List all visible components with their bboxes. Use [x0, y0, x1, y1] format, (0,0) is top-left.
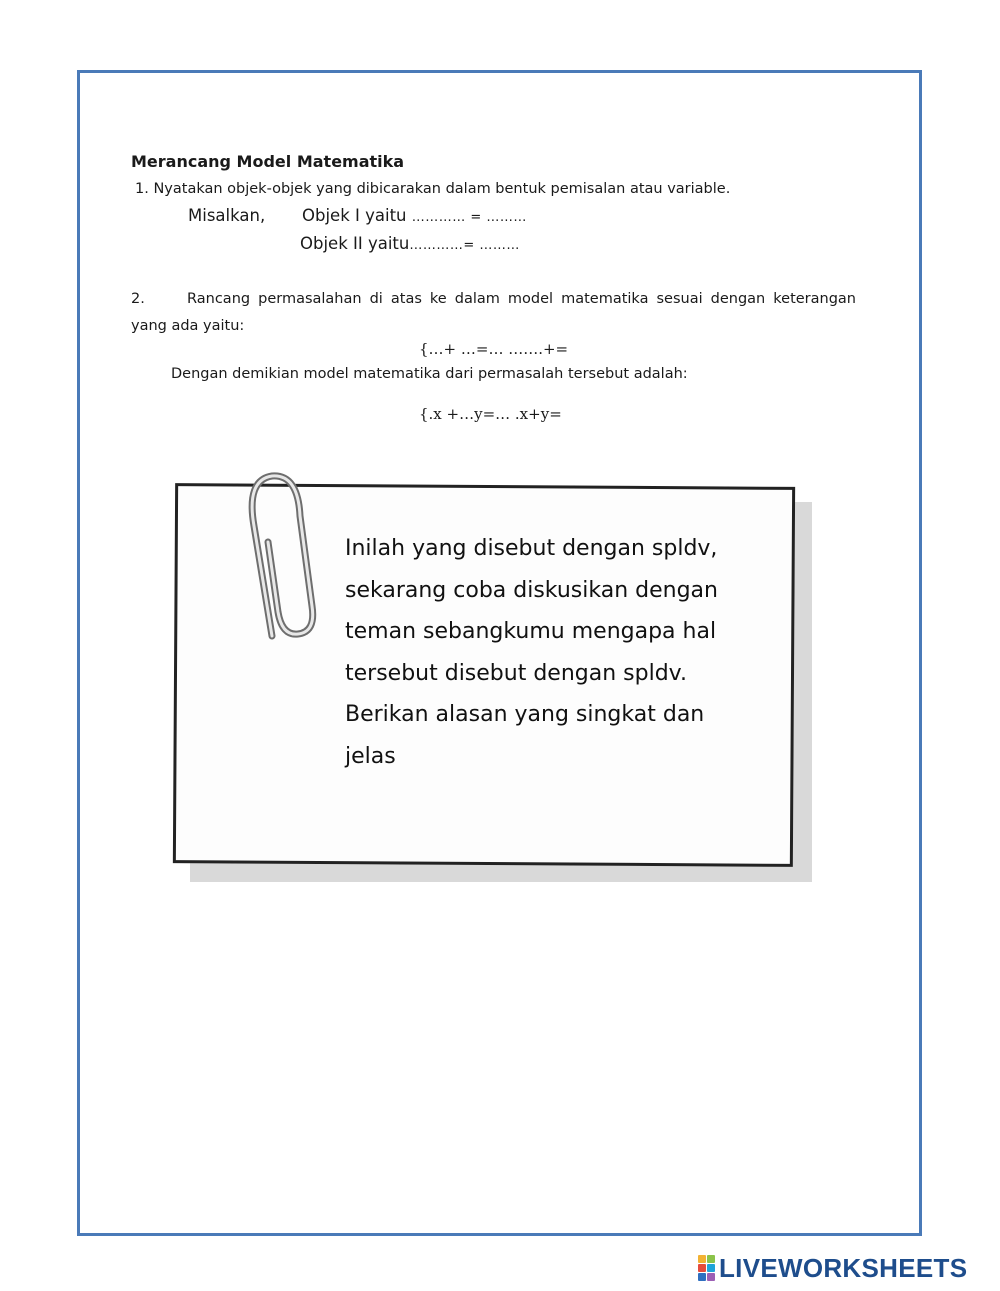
logo-block — [698, 1264, 706, 1272]
objek1-blank: ………… = ……… — [411, 210, 527, 225]
objek2-label: Objek II yaitu — [300, 234, 410, 253]
misalkan-label: Misalkan, — [188, 206, 266, 225]
logo-block — [707, 1264, 715, 1272]
equation-model: {.x +…y=… .x+y= — [419, 405, 562, 423]
note-text — [345, 528, 775, 777]
paperclip-icon — [242, 466, 332, 646]
equation-template: {…+ …=… …….+= — [419, 340, 569, 358]
item2-paragraph — [131, 286, 856, 340]
item2-text: Rancang permasalahan di atas ke dalam model matematika sesuai dengan keterangan yang ada yaitu: — [131, 291, 856, 334]
objek1-line — [302, 206, 527, 225]
objek1-label: Objek I yaitu — [302, 206, 412, 225]
note-line-6: jelas — [345, 743, 396, 769]
note-line-2: sekarang coba diskusikan dengan — [345, 577, 718, 603]
note-line-3: teman sebangkumu mengapa hal — [345, 619, 717, 644]
logo-block — [707, 1255, 715, 1263]
conclusion-text: Dengan demikian model matematika dari permasalah tersebut adalah: — [171, 366, 688, 382]
logo-block — [698, 1255, 706, 1263]
objek2-line — [300, 234, 520, 253]
liveworksheets-wordmark: LIVEWORKSHEETS — [719, 1252, 968, 1283]
note-line-4: tersebut disebut dengan spldv. — [345, 660, 687, 686]
liveworksheets-logo-icon — [698, 1255, 715, 1281]
note-line-1: Inilah yang disebut dengan spldv, — [345, 536, 718, 561]
item2-number: 2. — [131, 291, 145, 307]
section-title: Merancang Model Matematika — [131, 152, 405, 171]
objek2-blank: …………= ……… — [409, 238, 520, 253]
item1-text: 1. Nyatakan objek-objek yang dibicarakan dalam bentuk pemisalan atau variable. — [135, 181, 731, 197]
note-line-5: Berikan alasan yang singkat dan — [345, 702, 705, 727]
logo-block — [707, 1273, 715, 1281]
logo-block — [698, 1273, 706, 1281]
liveworksheets-logo — [698, 1253, 967, 1283]
